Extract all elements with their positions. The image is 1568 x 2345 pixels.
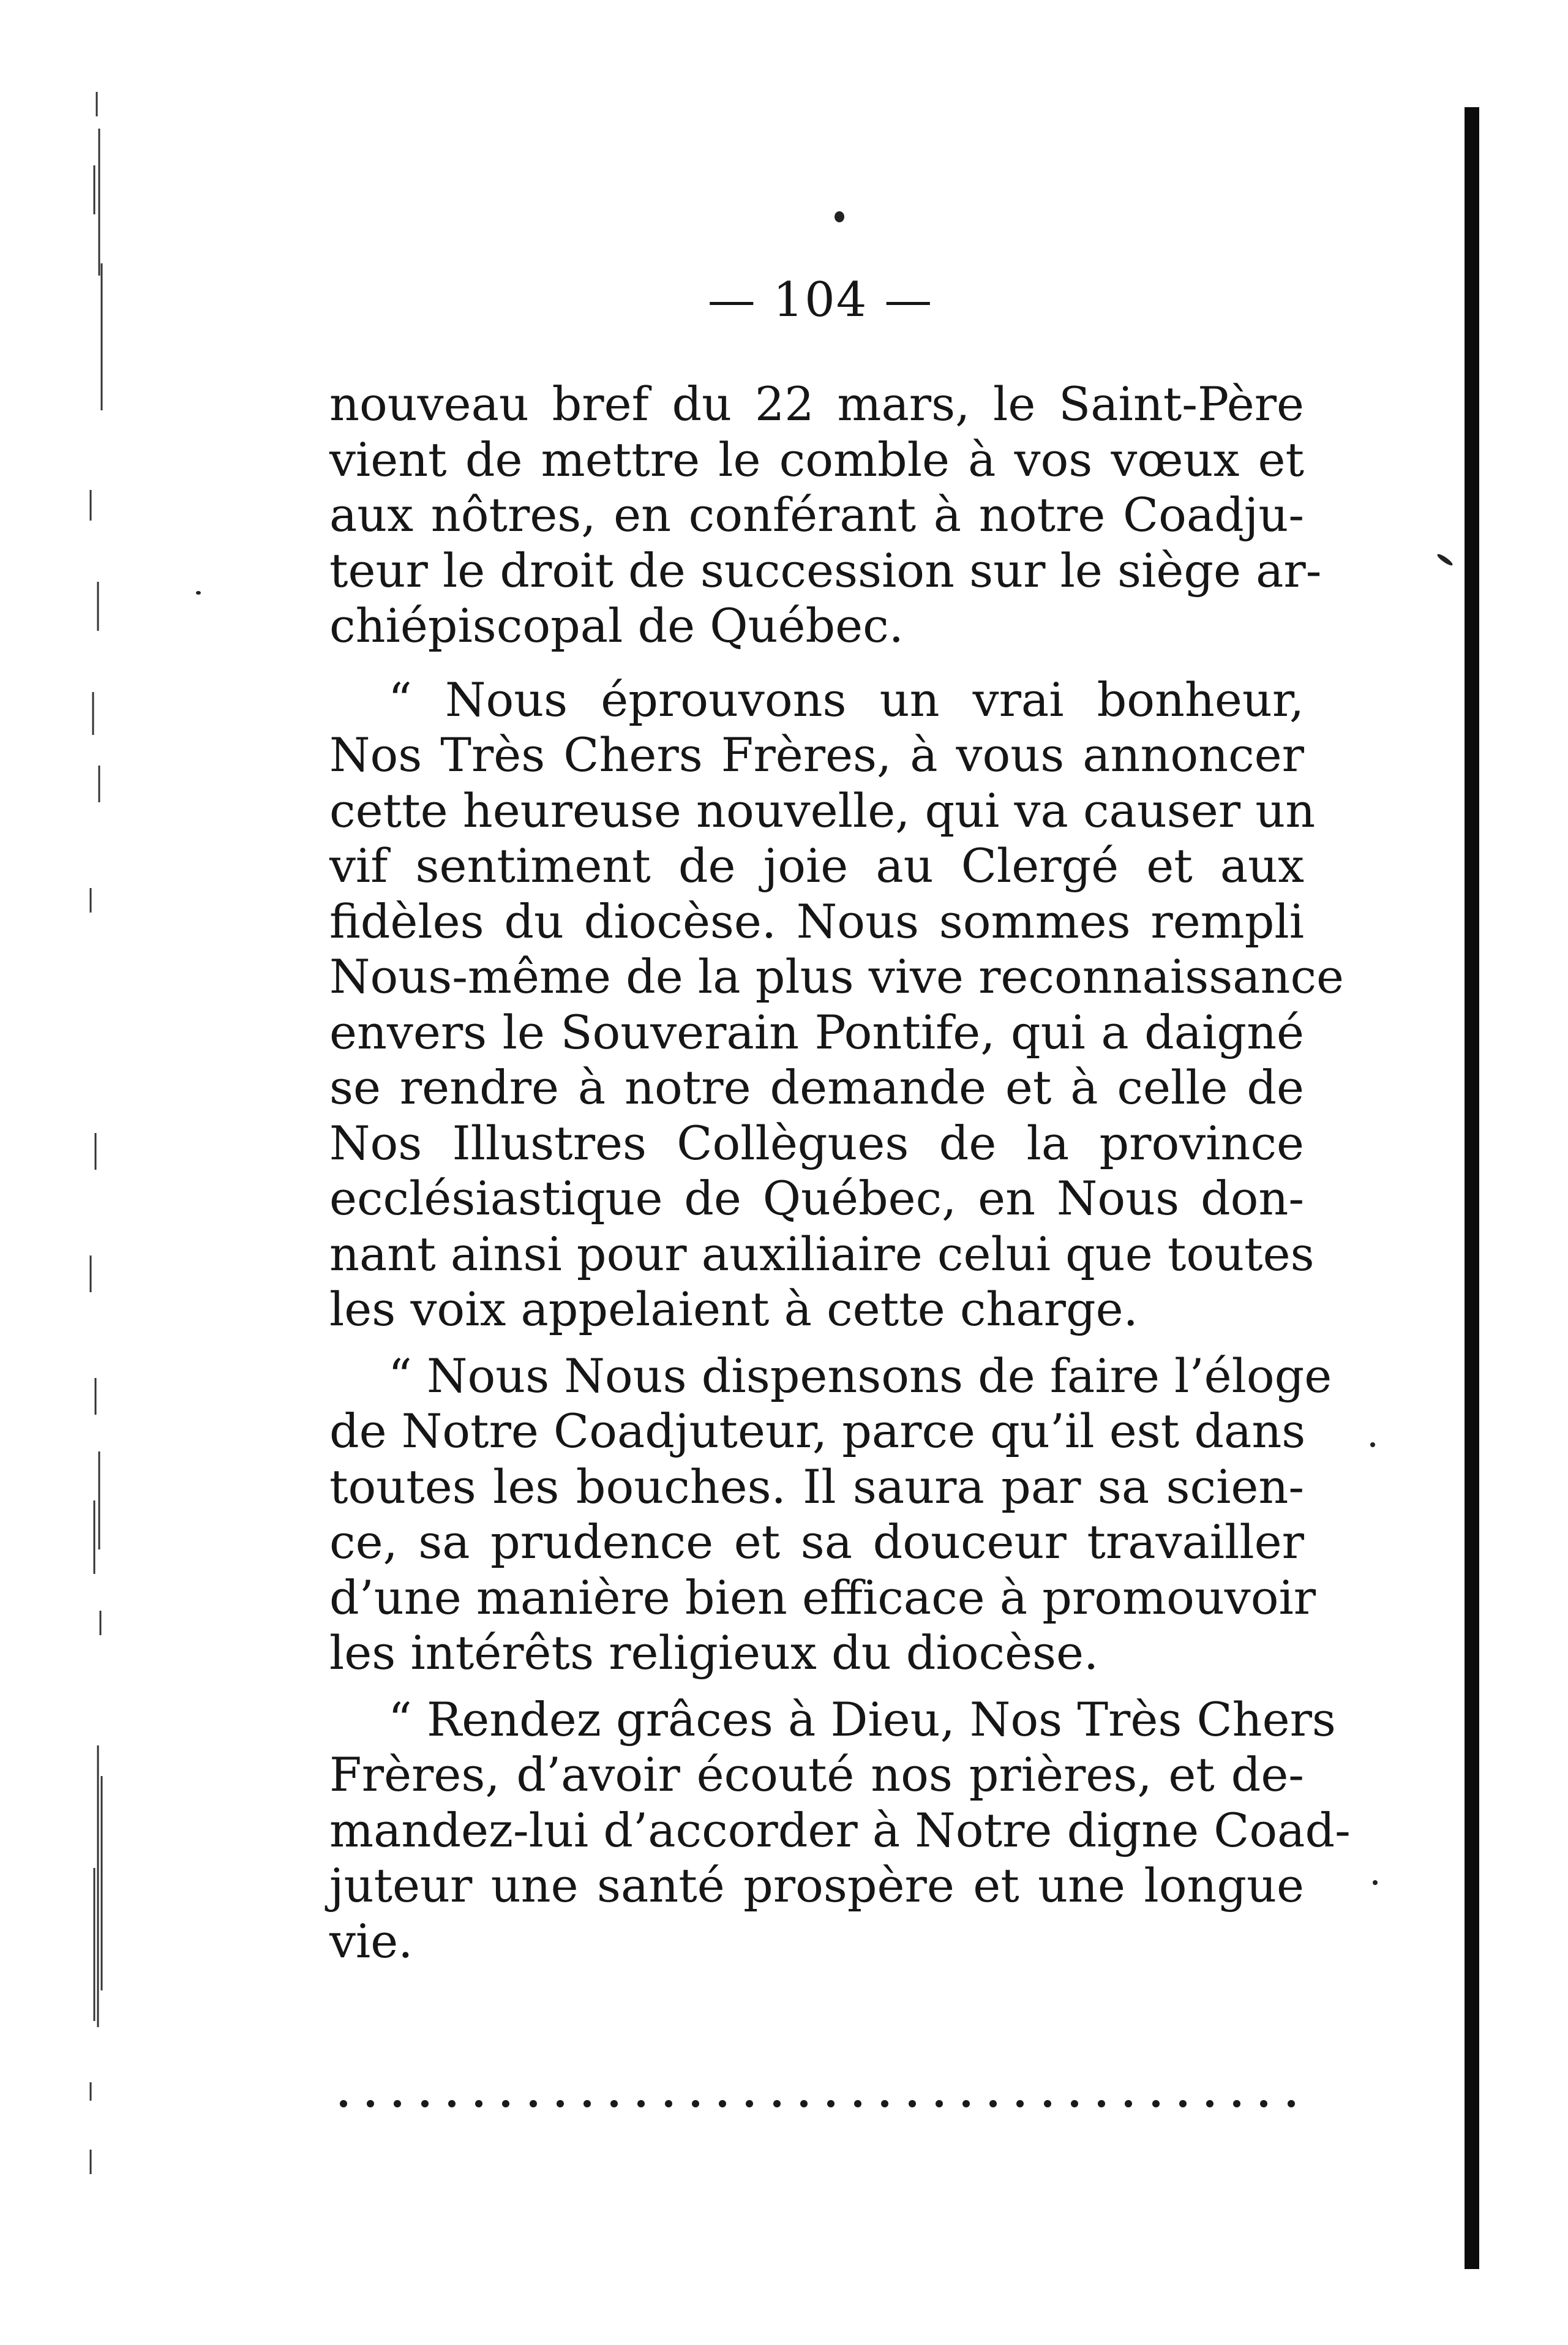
text-line: ecclésiastique de Québec, en Nous don- — [329, 1171, 1304, 1225]
text-line: toutes les bouches. Il saura par sa scien- — [329, 1459, 1304, 1514]
text-line: Nos Illustres Collègues de la province — [329, 1115, 1304, 1170]
text-line: de Notre Coadjuteur, parce qu’il est dans — [329, 1404, 1306, 1458]
binding-edge-marks — [72, 92, 109, 2186]
text-line: vient de mettre le comble à vos vœux et — [329, 432, 1304, 487]
text-line: nant ainsi pour auxiliaire celui que toutes — [329, 1226, 1315, 1281]
text-line: “ Rendez grâces à Dieu, Nos Très Chers — [388, 1692, 1336, 1747]
text-line: d’une manière bien efficace à promouvoir — [329, 1570, 1316, 1625]
text-line: aux nôtres, en conférant à notre Coadju- — [329, 487, 1304, 542]
text-line: vie. — [329, 1913, 413, 1968]
ellipsis-separator — [340, 2091, 1295, 2116]
text-line: “ Nous Nous dispensons de faire l’éloge — [388, 1348, 1332, 1403]
text-line: juteur une santé prospère et une longue — [329, 1858, 1304, 1913]
text-line: “ Nous éprouvons un vrai bonheur, — [388, 672, 1304, 727]
text-line: se rendre à notre demande et à celle de — [329, 1060, 1304, 1115]
text-line: envers le Souverain Pontife, qui a daigné — [329, 1004, 1304, 1060]
text-line: les voix appelaient à cette charge. — [329, 1282, 1138, 1336]
ink-speck — [1436, 552, 1454, 567]
ink-speck — [196, 591, 201, 595]
text-line: nouveau bref du 22 mars, le Saint-Père — [329, 377, 1304, 431]
text-line: fidèles du diocèse. Nous sommes rempli — [329, 894, 1304, 949]
text-line: les intérêts religieux du diocèse. — [329, 1625, 1099, 1680]
text-line: cette heureuse nouvelle, qui va causer un — [329, 783, 1316, 838]
text-line: Nos Très Chers Frères, à vous annoncer — [329, 728, 1304, 782]
text-line: teur le droit de succession sur le siège ar- — [329, 543, 1322, 598]
ink-speck — [1373, 1880, 1378, 1885]
text-line: Frères, d’avoir écouté nos prières, et de- — [329, 1747, 1304, 1802]
body-text — [329, 377, 1351, 1969]
text-line: Nous-même de la plus vive reconnaissance — [329, 949, 1345, 1004]
text-line: chiépiscopal de Québec. — [329, 598, 904, 653]
text-line: vif sentiment de joie au Clergé et aux — [329, 838, 1304, 893]
text-line: mandez-lui d’accorder à Notre digne Coad- — [329, 1802, 1351, 1858]
ink-speck — [1370, 1442, 1375, 1447]
page-edge-shadow — [1465, 107, 1479, 2269]
page-number: — 104 — — [707, 273, 934, 328]
text-line: ce, sa prudence et sa douceur travailler — [329, 1515, 1304, 1569]
ink-speck — [835, 211, 844, 222]
